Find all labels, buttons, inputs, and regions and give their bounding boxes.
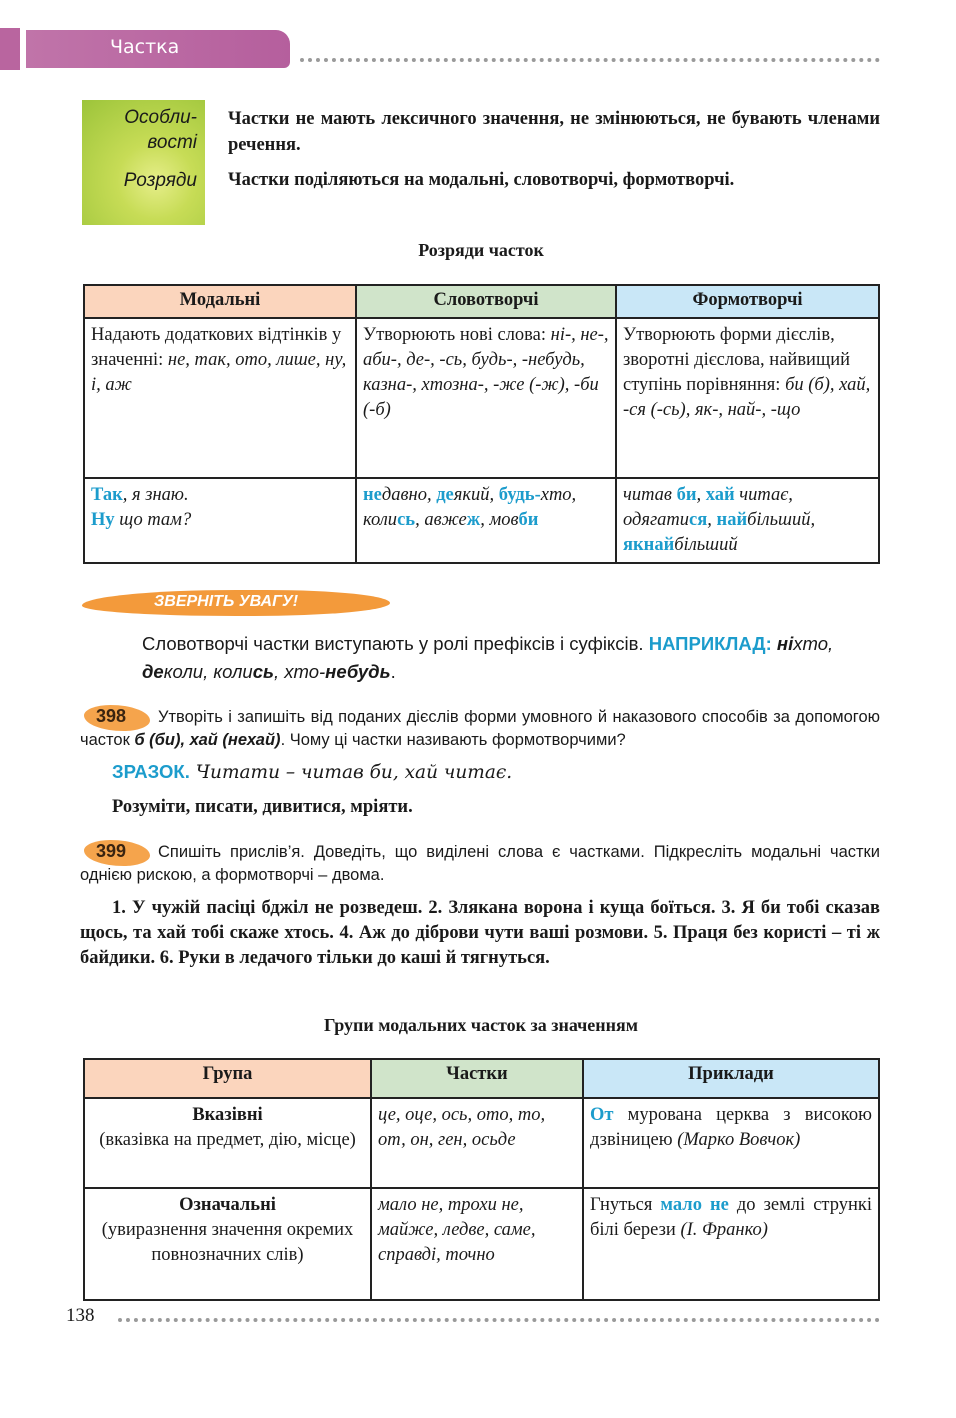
text-segment: , авже <box>415 510 467 530</box>
text-segment: Гнуться <box>590 1195 661 1215</box>
highlighted-particle: ж <box>466 510 481 530</box>
text-segment: Означальні <box>179 1195 276 1215</box>
text-segment: хто, коли <box>363 485 577 530</box>
highlighted-particle: не <box>363 485 382 505</box>
text-segment: хто, <box>793 633 834 654</box>
label-features-line1: Особли- <box>124 107 197 128</box>
text-segment: сь <box>252 661 274 682</box>
highlighted-particle: Ну <box>91 510 115 530</box>
header-word-forming: Словотворчі <box>356 285 616 318</box>
attention-banner-label: ЗВЕРНІТЬ УВАГУ! <box>154 593 299 610</box>
text-segment: Надають додаткових відтінків у значенні: <box>91 325 342 370</box>
example-cell <box>84 478 356 563</box>
section-color-strip <box>0 28 20 70</box>
text-segment: Утворюють нові слова: <box>363 325 551 345</box>
text-segment: ні <box>776 633 794 654</box>
text-segment: (вказівка на предмет, дію, місце) <box>99 1130 356 1150</box>
text-segment: (Марко Вовчок) <box>677 1130 801 1150</box>
highlighted-particle: сь <box>397 510 416 530</box>
header-group: Група <box>84 1059 371 1098</box>
features-text: Частки не мають лексичного значення, не змінюються, не бувають членами речення. <box>228 109 880 155</box>
modal-groups-table <box>83 1058 880 1301</box>
particles-cell <box>371 1188 583 1300</box>
text-segment: не, так, ото, лише, ну, і, аж <box>91 350 347 395</box>
text-segment: (І. Франко) <box>680 1220 768 1240</box>
header-form-forming: Формотворчі <box>616 285 879 318</box>
desc-cell <box>84 318 356 478</box>
highlighted-particle: якнай <box>623 535 675 555</box>
text-segment: це, оце, ось, ото, то, от, он, ген, осьде <box>378 1105 546 1150</box>
text-segment: читає, одягати <box>623 485 793 530</box>
exercise-398-sample <box>112 761 512 783</box>
section-tab <box>26 30 290 68</box>
text-segment: читав <box>623 485 677 505</box>
highlighted-particle: де <box>436 485 454 505</box>
highlighted-particle: би <box>676 485 697 505</box>
text-segment: би (б), хай, -ся (-сь), як-, най-, -що <box>623 375 871 420</box>
example-cell <box>583 1188 879 1300</box>
exercise-399-text: 1. У чужій пасіці бджіл не розведеш. 2. Злякана ворона і куща боїться. 3. Я би тобі сказав щось, та хай тобі скаже хтось. 4. Аж до діброви чути ваші розмови. 5. Праця без користі – ті ж байдики. 6. Руки в ледачого тільки до каші й тягнуться. <box>80 898 880 968</box>
page-number: 138 <box>66 1305 95 1326</box>
text-segment: який, <box>453 485 499 505</box>
particle-categories-table <box>83 284 880 564</box>
example-cell <box>356 478 616 563</box>
text-segment: мало не, трохи не, майже, ледве, саме, справді, точно <box>378 1195 536 1265</box>
desc-cell <box>616 318 879 478</box>
table2-title: Групи модальних часток за значенням <box>323 1015 639 1035</box>
header-modal: Модальні <box>84 285 356 318</box>
text-segment: , я знаю. <box>122 485 189 505</box>
particles-cell <box>371 1098 583 1188</box>
text-segment: НАПРИКЛАД: <box>648 633 772 654</box>
text-segment: до землі стрункі білі берези <box>590 1195 872 1240</box>
exercise-number-398: 398 <box>84 705 150 731</box>
categories-text: Частки поділяються на модальні, словотворчі, формотворчі. <box>228 170 735 190</box>
footer-dotted-divider <box>118 1318 880 1322</box>
label-features-line2: вості <box>147 132 197 153</box>
sample-label: ЗРАЗОК. <box>112 761 190 782</box>
text-segment: більший, <box>747 510 816 530</box>
label-categories: Розряди <box>123 170 197 191</box>
example-cell <box>583 1098 879 1188</box>
header-examples: Приклади <box>583 1059 879 1098</box>
group-cell <box>84 1098 371 1188</box>
attention-banner <box>82 590 390 616</box>
text-segment: Словотворчі частки виступають у ролі префіксів і суфіксів. <box>142 633 649 654</box>
highlighted-particle: Так <box>91 485 123 505</box>
header-particles: Частки <box>371 1059 583 1098</box>
table1-title: Розряди часток <box>418 240 544 260</box>
header-dotted-divider <box>300 58 880 62</box>
text-segment: , хто- <box>273 661 326 682</box>
text-segment: давно, <box>381 485 437 505</box>
text-segment: Утворіть і запишіть від поданих дієслів форми умовного й наказового способів за допомогою часток <box>80 708 880 749</box>
text-segment: . <box>390 661 396 682</box>
text-segment: , <box>696 485 706 505</box>
sample-text: Читати – читав би, хай читає. <box>195 762 513 783</box>
highlighted-particle: От <box>590 1105 614 1125</box>
example-cell <box>616 478 879 563</box>
text-segment: ні-, не-, аби-, де-, -сь, будь-, -небудь, казна-, хтозна-, -же (-ж), -би (-б) <box>363 325 609 420</box>
section-title: Частка <box>110 36 180 58</box>
exercise-399-task: Спишіть прислів’я. Доведіть, що виділені слова є частками. Підкресліть модальні частки однією рискою, а формотворчі – двома. <box>80 843 880 884</box>
desc-cell <box>356 318 616 478</box>
text-segment: Вказівні <box>192 1105 263 1125</box>
highlighted-particle: хай <box>705 485 735 505</box>
highlighted-particle: би <box>518 510 539 530</box>
highlighted-particle: ся <box>689 510 708 530</box>
text-segment: що там? <box>114 510 192 530</box>
features-label-box <box>82 100 205 225</box>
text-segment: Утворюють форми дієслів, зворотні дієслова, найвищий ступінь порівняння: <box>623 325 851 395</box>
text-segment: коли, коли <box>163 661 253 682</box>
text-segment: , <box>707 510 717 530</box>
text-segment: , мов <box>480 510 519 530</box>
text-segment: (увиразнення значення окремих повнозначних слів) <box>101 1220 354 1265</box>
text-segment: . Чому ці частки називають формотворчими? <box>280 731 626 749</box>
attention-text <box>142 630 882 686</box>
text-segment: де <box>142 661 164 682</box>
highlighted-particle: мало не <box>660 1195 729 1215</box>
text-segment: більший <box>674 535 738 555</box>
highlighted-particle: най <box>716 510 748 530</box>
exercise-number-399: 399 <box>84 840 150 866</box>
text-segment: небудь <box>325 661 391 682</box>
text-segment: мурована церква з високою дзвіницею <box>590 1105 872 1150</box>
highlighted-particle: будь- <box>498 485 541 505</box>
exercise-398-task <box>80 706 880 752</box>
text-segment: б (би), хай (нехай) <box>134 731 281 749</box>
group-cell <box>84 1188 371 1300</box>
exercise-398-words: Розуміти, писати, дивитися, мріяти. <box>112 797 413 817</box>
